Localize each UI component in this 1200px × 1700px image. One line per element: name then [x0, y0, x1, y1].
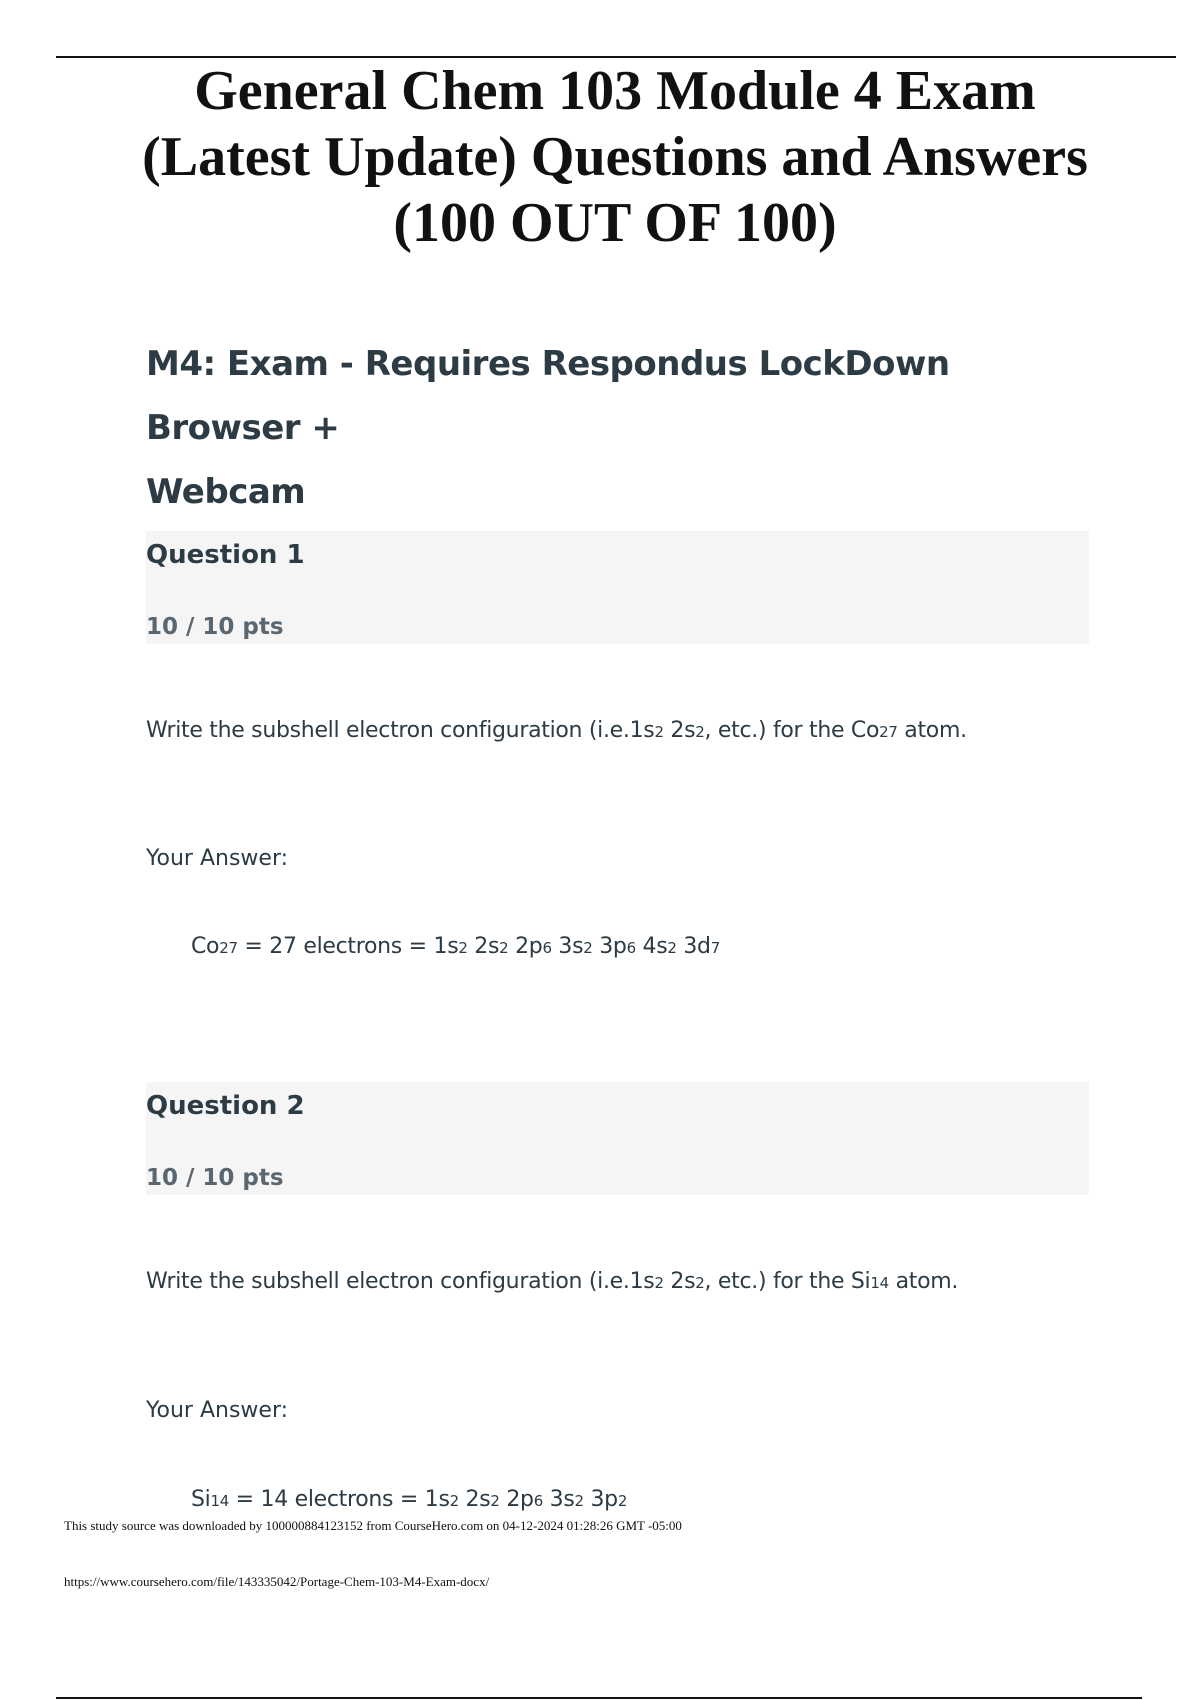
orbital-electron-count: 6	[533, 1492, 543, 1510]
question-2-title: Question 2	[146, 1091, 305, 1121]
q1-atom-number: 27	[879, 723, 898, 741]
orbital-label: 3s	[551, 934, 584, 959]
orbital-electron-count: 2	[449, 1492, 459, 1510]
orbital-label: 3p	[592, 934, 627, 959]
orbital-label: 3d	[676, 934, 711, 959]
q2-answer-config	[425, 1487, 627, 1512]
question-1-answer	[191, 931, 720, 964]
exam-heading-line-2: Webcam	[146, 472, 306, 512]
question-1-text	[146, 715, 967, 748]
orbital-electron-count: 6	[542, 939, 552, 957]
question-2-points: 10 / 10 pts	[146, 1165, 284, 1191]
question-1-title: Question 1	[146, 540, 305, 570]
exam-heading-line-1: M4: Exam - Requires Respondus LockDown Browser +	[146, 344, 950, 448]
q1-text-mid-2: , etc.) for the Co	[704, 718, 880, 743]
orbital-label: 1s	[424, 1487, 450, 1512]
orbital-label: 4s	[635, 934, 668, 959]
q2-answer-element: Si	[191, 1487, 211, 1512]
question-2-header	[146, 1082, 1089, 1195]
q1-answer-electrons: = 27 electrons =	[237, 934, 434, 959]
orbital-electron-count: 6	[626, 939, 636, 957]
orbital-electron-count: 2	[583, 939, 593, 957]
exam-heading	[146, 332, 1106, 524]
orbital-electron-count: 2	[667, 939, 677, 957]
q2-text-mid-2: , etc.) for the Si	[704, 1269, 871, 1294]
download-notice: This study source was downloaded by 100000884123152 from CourseHero.com on 04-12-2024 01:28:26 GMT -05:00	[64, 1518, 682, 1533]
question-2-answer-label: Your Answer:	[146, 1398, 289, 1423]
orbital-label: 2s	[458, 1487, 491, 1512]
q1-answer-element-number: 27	[219, 939, 238, 957]
q2-text-mid-1: 2s	[663, 1269, 696, 1294]
q1-text-suffix: atom.	[897, 718, 967, 743]
question-1-header	[146, 531, 1089, 644]
orbital-electron-count: 2	[574, 1492, 584, 1510]
document-title	[60, 58, 1170, 256]
title-line-2: (Latest Update) Questions and Answers	[142, 126, 1088, 188]
q1-text-mid-1: 2s	[663, 718, 696, 743]
question-1-answer-label: Your Answer:	[146, 846, 289, 871]
orbital-label: 2p	[508, 934, 543, 959]
q2-answer-electrons: = 14 electrons =	[228, 1487, 425, 1512]
orbital-electron-count: 2	[617, 1492, 628, 1510]
orbital-electron-count: 2	[499, 939, 509, 957]
orbital-label: 1s	[433, 934, 459, 959]
question-2-text	[146, 1266, 958, 1299]
orbital-electron-count: 2	[458, 939, 468, 957]
orbital-label: 2s	[467, 934, 500, 959]
q2-text-prefix: Write the subshell electron configuration (i.e.1s	[146, 1269, 655, 1294]
source-url[interactable]: https://www.coursehero.com/file/143335042/Portage-Chem-103-M4-Exam-docx/	[64, 1574, 490, 1589]
bottom-rule	[56, 1697, 1142, 1699]
title-line-3: (100 OUT OF 100)	[393, 192, 837, 254]
q2-text-num-2: 2	[695, 1274, 705, 1292]
title-line-1: General Chem 103 Module 4 Exam	[194, 60, 1036, 122]
q1-answer-element: Co	[191, 934, 220, 959]
question-2-answer	[191, 1484, 627, 1517]
question-1-points: 10 / 10 pts	[146, 614, 284, 640]
q2-text-num-1: 2	[654, 1274, 664, 1292]
orbital-electron-count: 2	[490, 1492, 500, 1510]
q2-atom-number: 14	[870, 1274, 889, 1292]
q1-text-num-2: 2	[695, 723, 705, 741]
q1-text-num-1: 2	[654, 723, 664, 741]
orbital-label: 2p	[499, 1487, 534, 1512]
q2-answer-element-number: 14	[210, 1492, 229, 1510]
q1-answer-config	[434, 934, 720, 959]
orbital-label: 3p	[583, 1487, 618, 1512]
orbital-label: 3s	[542, 1487, 575, 1512]
q1-text-prefix: Write the subshell electron configuration (i.e.1s	[146, 718, 655, 743]
orbital-electron-count: 7	[710, 939, 720, 957]
q2-text-suffix: atom.	[888, 1269, 959, 1294]
